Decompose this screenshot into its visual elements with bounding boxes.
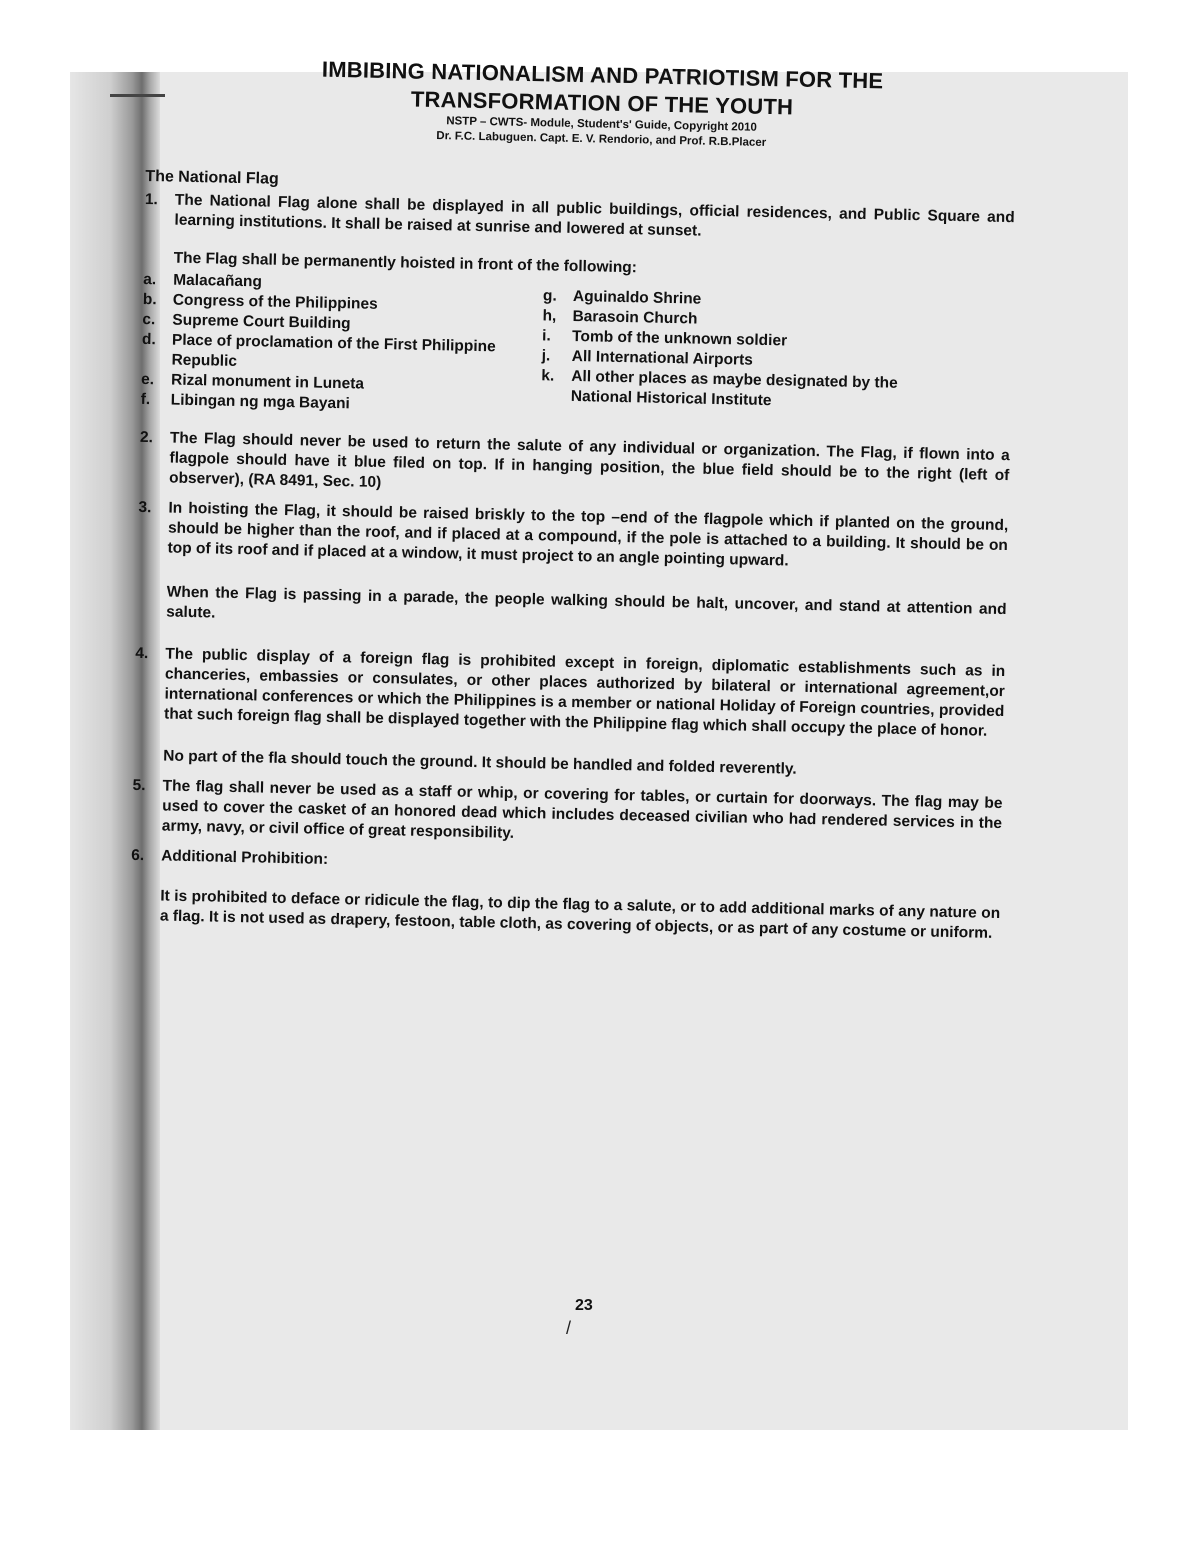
item-text: The flag shall never be used as a staff or whip, or covering for tables, or curtain for doorways. The flag may be used to cover the casket of an honored dead which includes deceased civilian who had rendered services in the army, navy, or civil office of great responsibility. bbox=[161, 777, 1003, 842]
list-item-2 bbox=[139, 428, 1010, 506]
item-number: 5. bbox=[132, 776, 146, 795]
credit-line1: NSTP – CWTS- Module, Student's' Guide, Copyright 2010 bbox=[446, 115, 758, 134]
place-text: Rizal monument in Luneta bbox=[170, 371, 365, 393]
prohibition-paragraph: It is prohibited to deface or ridicule the flag, to dip the flag to a salute, or to add additional marks of any nature on a flag. It is not used as drapery, festoon, table cloth, as covering of objects, or as part of any costume or uniform. bbox=[159, 887, 1001, 942]
credit-line2: Dr. F.C. Labuguen. Capt. E. V. Rendorio, and Prof. R.B.Placer bbox=[436, 130, 767, 149]
pen-mark: / bbox=[566, 1318, 572, 1338]
place-letter: e. bbox=[140, 370, 155, 389]
place-letter: i. bbox=[541, 327, 551, 345]
item-text: The Flag should never be used to return the salute of any individual or organization. The Flag, if flown into a flagpole should have it blue filed on top. If in hanging position, the blue field should be to the right (left of observer), (RA 8491, Sec. 10) bbox=[168, 429, 1010, 491]
place-letter: j. bbox=[541, 347, 551, 365]
place-text: Barasoin Church bbox=[572, 307, 698, 328]
places-intro: The Flag shall be permanently hoisted in front of the following: bbox=[173, 249, 638, 277]
item-number: 1. bbox=[144, 190, 159, 209]
list-item-6 bbox=[131, 846, 1001, 884]
place-text: Libingan ng mga Bayani bbox=[170, 391, 350, 413]
place-letter: f. bbox=[140, 390, 151, 409]
page-content bbox=[129, 52, 1017, 954]
place-item bbox=[541, 366, 942, 414]
places-columns bbox=[141, 270, 1014, 428]
item-text: In hoisting the Flag, it should be raised briskly to the top –end of the flagpole which if planted on the ground, should be higher than the roof, and if placed at a compound, if the pole is attached to a building. It should be on top of its roof and if placed at a window, it must project to an angle pointing upward. bbox=[167, 499, 1009, 570]
places-right-column bbox=[540, 278, 943, 426]
parade-paragraph: When the Flag is passing in a parade, the people walking should be halt, uncover, and stand at attention and salute. bbox=[166, 583, 1007, 622]
item-number: 3. bbox=[138, 498, 152, 517]
place-letter: c. bbox=[142, 310, 156, 329]
list-item-5 bbox=[132, 776, 1003, 854]
place-letter: a. bbox=[143, 270, 157, 289]
place-letter: b. bbox=[142, 290, 157, 309]
section-heading: The National Flag bbox=[145, 167, 279, 188]
place-letter: g. bbox=[542, 287, 557, 305]
place-text: Tomb of the unknown soldier bbox=[571, 327, 788, 350]
place-text: All International Airports bbox=[571, 347, 753, 369]
item-number: 6. bbox=[130, 846, 145, 865]
place-text: Congress of the Philippines bbox=[172, 291, 378, 313]
item-text: The public display of a foreign flag is prohibited except in foreign, diplomatic establishments such as in chanceries, embassies or consulates, or other places authorized by bilateral or international agreement,or international conferences or which the Philippines is a member or national Holiday of Foreign countries, provided that such foreign flag shall be displayed together with the Philippine flag which shall occupy the place of honor. bbox=[163, 645, 1006, 740]
item-number: 2. bbox=[139, 428, 154, 447]
item-number: 4. bbox=[135, 644, 149, 663]
place-text: All other places as maybe designated by the National Historical Institute bbox=[570, 367, 898, 410]
place-letter: k. bbox=[541, 367, 555, 385]
document-title-line1: IMBIBING NATIONALISM AND PATRIOTISM FOR THE bbox=[321, 56, 884, 94]
ground-paragraph: No part of the fla should touch the ground. It should be handled and folded reverently. bbox=[163, 747, 797, 778]
place-letter: d. bbox=[141, 330, 156, 349]
place-text: Malacañang bbox=[173, 271, 263, 291]
place-text: Place of proclamation of the First Philippine Republic bbox=[171, 331, 496, 370]
item-text: The National Flag alone shall be displayed in all public buildings, official residences, and Public Square and learning institutions. It shall be raised at sunrise and lowered at sunset. bbox=[174, 191, 1015, 240]
place-text: Aguinaldo Shrine bbox=[572, 287, 702, 308]
item-text: Additional Prohibition: bbox=[160, 847, 329, 868]
list-item-3 bbox=[137, 498, 1008, 576]
title-block bbox=[186, 53, 1018, 156]
page-number: 23 bbox=[575, 1297, 593, 1314]
document-title-line2: TRANSFORMATION OF THE YOUTH bbox=[410, 86, 794, 120]
list-item-4 bbox=[134, 644, 1005, 742]
places-left-column bbox=[141, 270, 544, 418]
place-text: Supreme Court Building bbox=[172, 311, 351, 333]
place-letter: h, bbox=[542, 307, 557, 325]
